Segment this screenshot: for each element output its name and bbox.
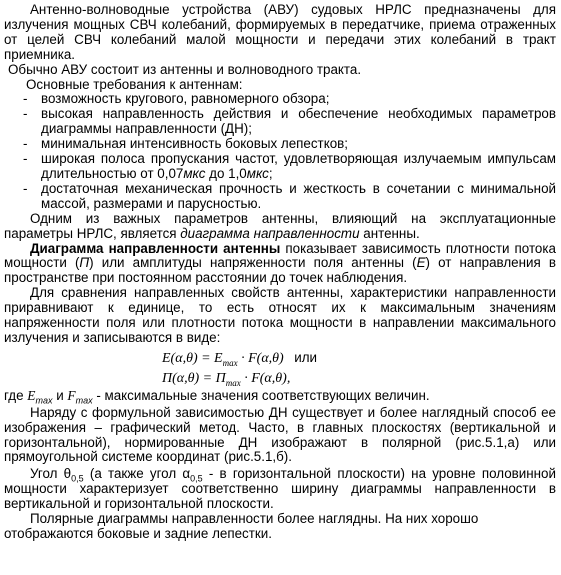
paragraph-polar-diagrams: Полярные диаграммы направленности более наглядны. На них хорошо отображаются боковые и задние лепестки. xyxy=(4,511,479,541)
paragraph-graphic-method: Наряду с формульной зависимостью ДН существует и более наглядный способ ее изображения – графический метод. Часто, в главных плоскостях (вертикальной и горизонтальной), нормированные ДН изображают в полярной (рис.5.1,а) или прямоугольной системе координат (рис.5.1,б). xyxy=(4,404,556,465)
list-item: - возможность кругового, равномерного обзора; xyxy=(23,91,330,107)
document-body xyxy=(4,3,556,542)
paragraph-requirements-heading: Основные требования к антеннам: xyxy=(26,76,243,92)
paragraph-avu-composition: Обычно АВУ состоит из антенны и волноводного тракта. xyxy=(8,61,362,77)
list-dash: - xyxy=(23,91,28,107)
term-bold: Диаграмма направленности антенны xyxy=(30,240,281,256)
paragraph-key-parameter: Одним из важных параметров антенны, влияющий на эксплуатационные параметры НРЛС, является диаграмма направленности антенны. xyxy=(4,210,556,241)
list-item: - высокая направленность действия и обеспечение необходимых параметров диаграммы направленности (ДН); xyxy=(23,106,556,137)
list-dash: - xyxy=(23,136,28,152)
list-dash: - xyxy=(23,180,28,196)
formula-power: $П(\alpha,\theta) = П_{max} \cdot F(\alpha,\theta)$, xyxy=(162,370,291,388)
list-dash: - xyxy=(23,151,28,167)
paragraph-definition: Диаграмма направленности антенны показывает зависимость плотности потока мощности (П) или амплитуды напряженности поля антенны (Е) от направления в пространстве при постоянном расстоянии до точек наблюдения. xyxy=(4,240,556,286)
formula-field: $E(\alpha,\theta) = E_{max} \cdot F(\alpha,\theta)$ или xyxy=(162,349,317,368)
list-item: - минимальная интенсивность боковых лепестков; xyxy=(23,136,348,152)
paragraph-intro: Антенно-волноводные устройства (АВУ) судовых НРЛС предназначены для излучения мощных СВЧ колебаний, формируемых в передатчике, приема отраженных от целей СВЧ колебаний малой мощности и передачи этих колебаний в тракт приемника. xyxy=(4,2,556,62)
paragraph-normalization: Для сравнения направленных свойств антенны, характеристики направленности приравнивают к единице, то есть относят их к максимальным значениям напряженности поля или плотности потока мощности в направлении максимального излучения и записываются в виде: xyxy=(4,285,556,345)
list-dash: - xyxy=(23,106,28,122)
list-item: - достаточная механическая прочность и жесткость в сочетании с минимальной массой, размерами и парусностью. xyxy=(23,180,556,211)
requirements-list xyxy=(4,92,556,211)
paragraph-where: где $E_{max}$ и $F_{max}$ - максимальные значения соответствующих величин. xyxy=(4,387,430,406)
list-item: - широкая полоса пропускания частот, удовлетворяющая излучаемым импульсам длительностью от 0,07мкс до 1,0мкс; xyxy=(23,151,556,181)
paragraph-beamwidth: Угол $\theta_{0,5}$ (а также угол $\alpha_{0,5}$ - в горизонтальной плоскости) на уровне половинной мощности характеризует соответственно ширину диаграммы направленности в вертикальной и горизонтальной плоскости. xyxy=(4,466,556,512)
